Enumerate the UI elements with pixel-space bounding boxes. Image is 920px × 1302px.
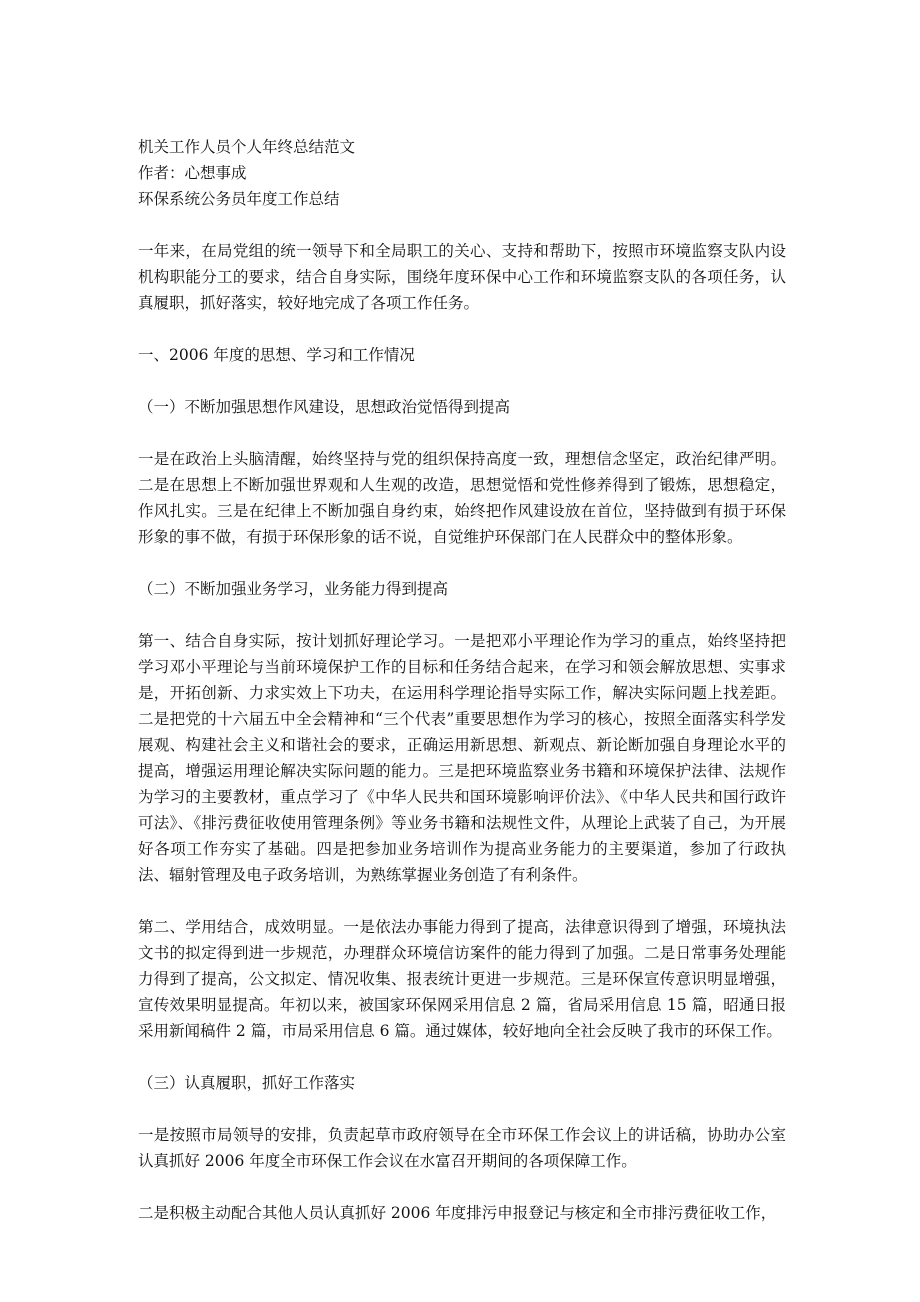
subsection-3-paragraph-1: 一是按照市局领导的安排，负责起草市政府领导在全市环保工作会议上的讲话稿，协助办公室认真抓好 2006 年度全市环保工作会议在水富召开期间的各项保障工作。 [138, 1126, 786, 1170]
document-author: 作者：心想事成 [138, 164, 247, 182]
subsection-3-paragraph-2: 二是积极主动配合其他人员认真抓好 2006 年度排污申报登记与核定和全市排污费征收工作， [138, 1204, 777, 1222]
subsection-1-paragraph: 一是在政治上头脑清醒，始终坚持与党的组织保持高度一致，理想信念坚定，政治纪律严明。二是在思想上不断加强世界观和人生观的改造，思想觉悟和党性修养得到了锻炼，思想稳定，作风扎实。三是在纪律上不断加强自身约束，始终把作风建设放在首位，坚持做到有损于环保形象的事不做，有损于环保形象的话不说，自觉维护环保部门在人民群众中的整体形象。 [138, 450, 786, 546]
section-1-heading: 一、2006 年度的思想、学习和工作情况 [138, 346, 415, 364]
subsection-2-paragraph-2: 第二、学用结合，成效明显。一是依法办事能力得到了提高，法律意识得到了增强，环境执法文书的拟定得到进一步规范，办理群众环境信访案件的能力得到了加强。二是日常事务处理能力得到了提高，公文拟定、情况收集、报表统计更进一步规范。三是环保宣传意识明显增强，宣传效果明显提高。年初以来，被国家环保网采用信息 2 篇，省局采用信息 15 篇，昭通日报采用新闻稿件 2 篇，市局采用信息 6 篇。通过媒体，较好地向全社会反映了我市的环保工作。 [138, 918, 786, 1040]
subsection-2-paragraph-1: 第一、结合自身实际，按计划抓好理论学习。一是把邓小平理论作为学习的重点，始终坚持把学习邓小平理论与当前环境保护工作的目标和任务结合起来，在学习和领会解放思想、实事求是，开拓创新、力求实效上下功夫，在运用科学理论指导实际工作，解决实际问题上找差距。二是把党的十六届五中全会精神和“三个代表”重要思想作为学习的核心，按照全面落实科学发展观、构建社会主义和谐社会的要求，正确运用新思想、新观点、新论断加强自身理论水平的提高，增强运用理论解决实际问题的能力。三是把环境监察业务书籍和环境保护法律、法规作为学习的主要教材，重点学习了《中华人民共和国环境影响评价法》、《中华人民共和国行政许可法》、《排污费征收使用管理条例》等业务书籍和法规性文件，从理论上武装了自己，为开展好各项工作夯实了基础。四是把参加业务培训作为提高业务能力的主要渠道，参加了行政执法、辐射管理及电子政务培训，为熟练掌握业务创造了有利条件。 [138, 632, 786, 884]
subsection-1-heading: （一）不断加强思想作风建设，思想政治觉悟得到提高 [138, 398, 511, 416]
document-header [138, 134, 786, 212]
intro-paragraph: 一年来，在局党组的统一领导下和全局职工的关心、支持和帮助下，按照市环境监察支队内设机构职能分工的要求，结合自身实际，围绕年度环保中心工作和环境监察支队的各项任务，认真履职，抓好落实，较好地完成了各项工作任务。 [138, 242, 786, 312]
document-page [138, 134, 786, 1226]
subsection-2-heading: （二）不断加强业务学习，业务能力得到提高 [138, 580, 449, 598]
document-title: 机关工作人员个人年终总结范文 [138, 138, 356, 156]
document-subtitle: 环保系统公务员年度工作总结 [138, 190, 340, 208]
subsection-3-heading: （三）认真履职，抓好工作落实 [138, 1074, 356, 1092]
